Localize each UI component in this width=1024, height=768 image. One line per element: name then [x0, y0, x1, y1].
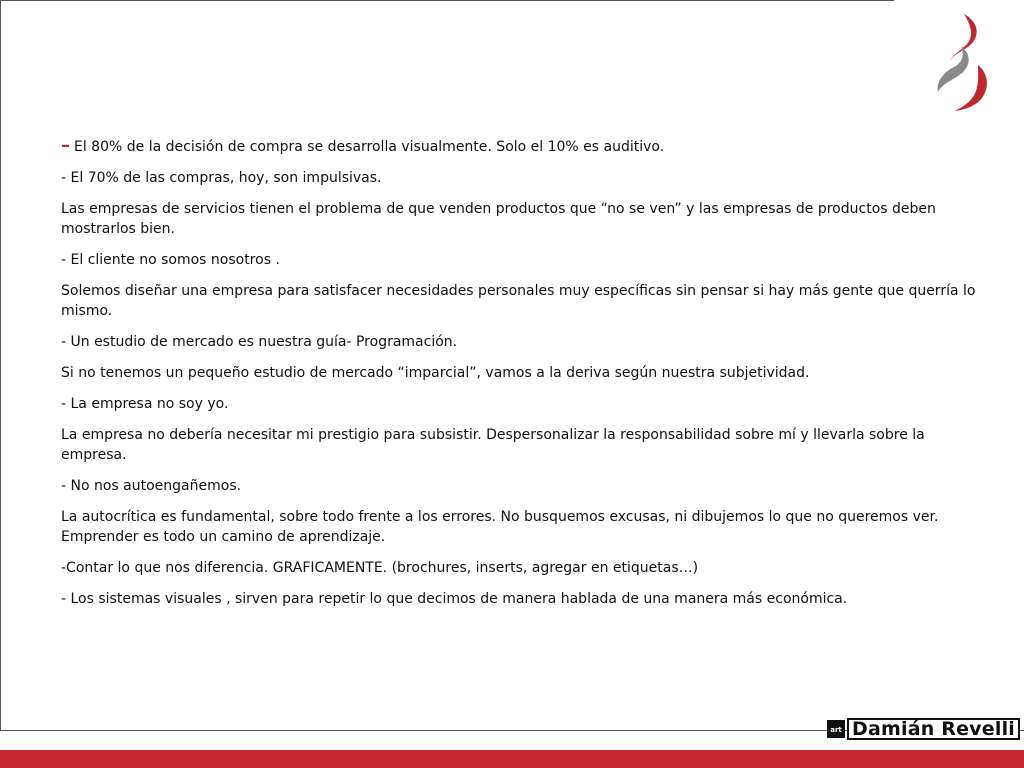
paragraph-10: - No nos autoengañemos. [61, 478, 242, 494]
paragraph-1 [61, 136, 981, 157]
paragraph-6: - Un estudio de mercado es nuestra guía- Programación. [61, 334, 458, 350]
brand-name: Damián Revelli [847, 718, 1020, 740]
paragraph-2: - El 70% de las compras, hoy, son impulsivas. [61, 170, 382, 186]
paragraph-13: - Los sistemas visuales , sirven para repetir lo que decimos de manera hablada de una manera más económica. [61, 591, 848, 607]
paragraph-9: La empresa no debería necesitar mi prestigio para subsistir. Despersonalizar la responsabilidad sobre mí y llevarla sobre la empresa. [61, 427, 925, 463]
flame-swirl-icon [930, 12, 992, 112]
paragraph-8: - La empresa no soy yo. [61, 396, 229, 412]
paragraph-3: Las empresas de servicios tienen el problema de que venden productos que “no se ven” y las empresas de productos deben mostrarlos bien. [61, 201, 936, 237]
bottom-accent-bar [0, 750, 1024, 768]
paragraph-11: La autocrítica es fundamental, sobre todo frente a los errores. No busquemos excusas, ni dibujemos lo que no queremos ver. Emprender es todo un camino de aprendizaje. [61, 509, 939, 545]
paragraph-7: Si no tenemos un pequeño estudio de mercado “imparcial”, vamos a la deriva según nuestra subjetividad. [61, 365, 810, 381]
paragraph-12: -Contar lo que nos diferencia. GRAFICAMENTE. (brochures, inserts, agregar en etiquetas…) [61, 560, 699, 576]
frame-gap [894, 0, 1024, 2]
red-dash-bullet: – [61, 135, 70, 156]
brand-logo [827, 718, 1020, 740]
paragraph-5: Solemos diseñar una empresa para satisfacer necesidades personales muy específicas sin pensar si hay más gente que querría lo mismo. [61, 283, 976, 319]
paragraph-text: El 80% de la decisión de compra se desarrolla visualmente. Solo el 10% es auditivo. [74, 139, 665, 155]
slide-content [61, 136, 981, 620]
paragraph-4: - El cliente no somos nosotros . [61, 252, 280, 268]
brand-box: art [827, 720, 845, 738]
